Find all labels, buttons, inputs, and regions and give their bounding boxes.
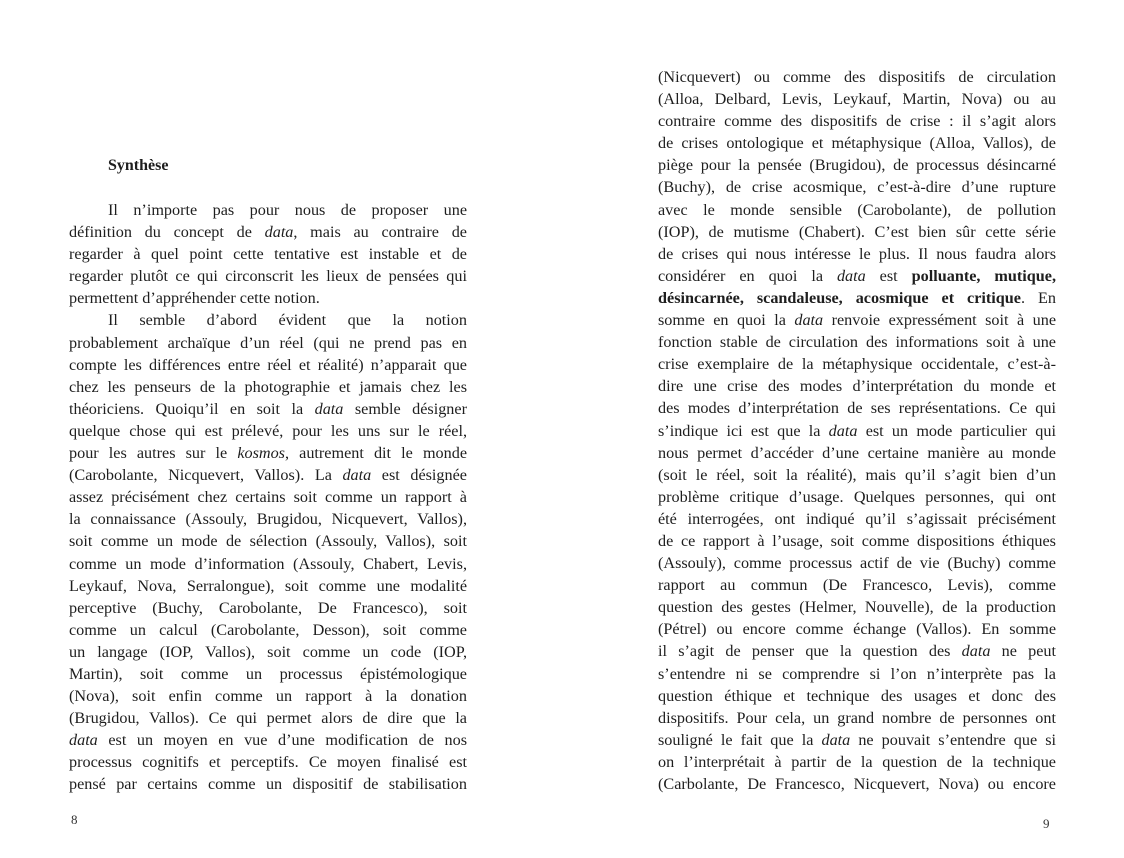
italic-term: data bbox=[794, 311, 824, 330]
text-line bbox=[69, 376, 467, 398]
text-run: renvoie expressément soit à une bbox=[823, 311, 1056, 330]
text-run: s’entendre ni se comprendre si l’on n’interprète pas la bbox=[658, 664, 1056, 683]
text-line bbox=[658, 243, 1056, 265]
text-run: processus cognitifs et perceptifs. Ce moyen finalisé est bbox=[69, 753, 467, 772]
text-line bbox=[69, 729, 467, 751]
text-line bbox=[658, 530, 1056, 552]
italic-term: data bbox=[828, 421, 858, 440]
text-run: rapport au commun (De Francesco, Levis), comme bbox=[658, 576, 1056, 595]
text-run: (Assouly), comme processus actif de vie (Buchy) comme bbox=[658, 554, 1056, 573]
text-line bbox=[69, 553, 467, 575]
text-run: on l’interprétait à partir de la question de la technique bbox=[658, 752, 1056, 771]
text-line bbox=[69, 332, 467, 354]
italic-term: data bbox=[836, 266, 866, 285]
text-line bbox=[658, 309, 1056, 331]
text-run: est bbox=[865, 266, 912, 285]
italic-term: data bbox=[961, 642, 991, 661]
text-run: , autrement dit le monde bbox=[284, 444, 467, 463]
text-run: pour les autres sur le bbox=[69, 444, 238, 463]
text-run: (Nova), soit enfin comme un rapport à la donation bbox=[69, 687, 467, 706]
text-run: est un moyen en vue d’une modification de nos bbox=[97, 731, 467, 750]
text-line bbox=[658, 420, 1056, 442]
page-number-left: 8 bbox=[71, 812, 78, 827]
text-run: probablement archaïque d’un réel (qui ne prend pas en bbox=[69, 333, 467, 352]
page-number-right: 9 bbox=[1043, 816, 1050, 831]
text-run: est un mode particulier qui bbox=[857, 421, 1056, 440]
text-run: est désignée bbox=[371, 466, 467, 485]
left-body-text bbox=[69, 199, 467, 796]
text-run: (Nicquevert) ou comme des dispositifs de circulation bbox=[658, 68, 1056, 86]
text-run: considérer en quoi la bbox=[658, 266, 837, 285]
italic-term: data bbox=[314, 399, 344, 418]
text-run: souligné le fait que la bbox=[658, 730, 822, 749]
text-line bbox=[658, 199, 1056, 221]
text-run: soit comme un mode de sélection (Assouly, Vallos), soit bbox=[69, 532, 467, 551]
bold-emphasis: désincarnée, scandaleuse, acosmique et critique bbox=[658, 288, 1021, 307]
text-line bbox=[69, 420, 467, 442]
text-run: avec le monde sensible (Carobolante), de pollution bbox=[658, 200, 1056, 219]
text-run: dispositifs. Pour cela, un grand nombre de personnes ont bbox=[658, 708, 1056, 727]
text-run: quelque chose qui est prélevé, pour les uns sur le réel, bbox=[69, 421, 467, 440]
text-line bbox=[658, 618, 1056, 640]
text-line bbox=[69, 575, 467, 597]
text-line bbox=[658, 685, 1056, 707]
text-run: de ce rapport à l’usage, soit comme dispositions éthiques bbox=[658, 531, 1056, 550]
text-line bbox=[658, 640, 1056, 662]
text-run: question des gestes (Helmer, Nouvelle), de la production bbox=[658, 598, 1056, 617]
text-run: compte les différences entre réel et réalité) n’apparait que bbox=[69, 355, 467, 374]
text-run: Leykauf, Nova, Serralongue), soit comme une modalité bbox=[69, 576, 467, 595]
text-run: assez précisément chez certains soit comme un rapport à bbox=[69, 488, 467, 507]
text-run: question éthique et technique des usages et donc des bbox=[658, 686, 1056, 705]
text-line bbox=[69, 464, 467, 486]
text-run: permettent d’appréhender cette notion. bbox=[69, 289, 320, 308]
text-run: de crises ontologique et métaphysique (Alloa, Vallos), de bbox=[658, 134, 1056, 153]
text-run: . En bbox=[1021, 288, 1056, 307]
text-run: (Pétrel) ou encore comme échange (Vallos). En somme bbox=[658, 620, 1056, 639]
text-run: Il n’importe pas pour nous de proposer une bbox=[108, 201, 467, 219]
text-line bbox=[658, 707, 1056, 729]
text-run: Martin), soit comme un processus épistémologique bbox=[69, 664, 467, 683]
text-line bbox=[658, 88, 1056, 110]
text-line bbox=[658, 221, 1056, 243]
bold-emphasis: polluante, mutique, bbox=[911, 266, 1056, 285]
right-page bbox=[562, 0, 1124, 858]
text-run: (Brugidou, Vallos). Ce qui permet alors de dire que la bbox=[69, 709, 467, 728]
text-line bbox=[658, 663, 1056, 685]
text-line bbox=[69, 199, 467, 221]
text-run: comme un calcul (Carobolante, Desson), soit comme bbox=[69, 620, 467, 639]
text-line bbox=[69, 663, 467, 685]
text-run: s’indique ici est que la bbox=[658, 421, 829, 440]
text-line bbox=[69, 221, 467, 243]
text-run: pensé par certains comme un dispositif de stabilisation bbox=[69, 775, 467, 794]
text-line bbox=[69, 641, 467, 663]
text-run: chez les penseurs de la photographie et jamais chez les bbox=[69, 377, 467, 396]
text-line bbox=[69, 398, 467, 420]
text-line bbox=[69, 287, 467, 309]
text-line bbox=[69, 751, 467, 773]
text-line bbox=[69, 309, 467, 331]
text-run: crise exemplaire de la métaphysique occidentale, c’est-à- bbox=[658, 355, 1056, 374]
text-run: somme en quoi la bbox=[658, 311, 795, 330]
text-run: (Buchy), de crise acosmique, c’est-à-dire d’une rupture bbox=[658, 178, 1056, 197]
text-run: (Carbolante, De Francesco, Nicquevert, Nova) ou encore bbox=[658, 775, 1056, 793]
text-run: (Carobolante, Nicquevert, Vallos). La bbox=[69, 466, 343, 485]
text-line bbox=[69, 530, 467, 552]
text-line bbox=[658, 442, 1056, 464]
text-run: la connaissance (Assouly, Brugidou, Nicquevert, Vallos), bbox=[69, 510, 467, 529]
text-line bbox=[658, 132, 1056, 154]
text-line bbox=[658, 375, 1056, 397]
text-line bbox=[658, 397, 1056, 419]
italic-term: data bbox=[264, 223, 294, 242]
text-run: des modes d’interprétation de ses représentations. Ce qui bbox=[658, 399, 1056, 418]
text-line bbox=[69, 619, 467, 641]
text-line bbox=[69, 442, 467, 464]
text-run: regarder à quel point cette tentative est instable et de bbox=[69, 245, 467, 264]
italic-term: data bbox=[342, 466, 372, 485]
text-run: un langage (IOP, Vallos), soit comme un code (IOP, bbox=[69, 642, 467, 661]
left-text-column bbox=[69, 155, 467, 796]
text-line bbox=[658, 110, 1056, 132]
text-run: contraire comme des dispositifs de crise : il s’agit alors bbox=[658, 112, 1056, 131]
text-line bbox=[658, 176, 1056, 198]
text-run: ne peut bbox=[990, 642, 1056, 661]
text-run: , mais au contraire de bbox=[293, 223, 467, 242]
text-line bbox=[69, 354, 467, 376]
right-text-column bbox=[658, 66, 1056, 795]
text-run: comme un mode d’information (Assouly, Chabert, Levis, bbox=[69, 554, 467, 573]
text-line bbox=[658, 154, 1056, 176]
text-line bbox=[658, 353, 1056, 375]
text-line bbox=[658, 596, 1056, 618]
text-run: perceptive (Buchy, Carobolante, De Francesco), soit bbox=[69, 598, 467, 617]
italic-term: data bbox=[821, 730, 851, 749]
text-line bbox=[658, 464, 1056, 486]
text-run: fonction stable de circulation des informations soit à une bbox=[658, 333, 1056, 352]
text-run: regarder plutôt ce qui circonscrit les lieux de pensées qui bbox=[69, 267, 467, 286]
right-body-text bbox=[658, 66, 1056, 795]
text-run: théoriciens. Quoiqu’il en soit la bbox=[69, 399, 315, 418]
text-line bbox=[69, 508, 467, 530]
text-run: semble désigner bbox=[343, 399, 467, 418]
text-run: (soit le réel, soit la réalité), mais qu’il s’agit bien d’un bbox=[658, 465, 1056, 484]
text-line bbox=[658, 552, 1056, 574]
text-run: il s’agit de penser que la question des bbox=[658, 642, 962, 661]
text-line bbox=[658, 66, 1056, 88]
text-line bbox=[658, 265, 1056, 287]
italic-term: data bbox=[69, 731, 98, 750]
text-line bbox=[658, 486, 1056, 508]
section-heading: Synthèse bbox=[108, 157, 169, 174]
text-line bbox=[69, 685, 467, 707]
text-run: piège pour la pensée (Brugidou), de processus désincarné bbox=[658, 156, 1056, 175]
text-line bbox=[658, 331, 1056, 353]
text-line bbox=[658, 574, 1056, 596]
italic-term: kosmos bbox=[237, 444, 285, 463]
text-line bbox=[69, 773, 467, 795]
text-run: Il semble d’abord évident que la notion bbox=[108, 311, 467, 330]
text-line bbox=[658, 773, 1056, 795]
text-line bbox=[69, 265, 467, 287]
text-run: problème critique d’usage. Quelques personnes, qui ont bbox=[658, 487, 1056, 506]
text-line bbox=[69, 486, 467, 508]
text-run: nous permet d’accéder d’une certaine manière au monde bbox=[658, 443, 1056, 462]
text-line bbox=[658, 751, 1056, 773]
text-run: dire une crise des modes d’interprétation du monde et bbox=[658, 377, 1056, 396]
text-run: ne pouvait s’entendre que si bbox=[850, 730, 1056, 749]
text-line bbox=[658, 729, 1056, 751]
text-run: (IOP), de mutisme (Chabert). C’est bien sûr cette série bbox=[658, 222, 1056, 241]
text-line bbox=[69, 243, 467, 265]
text-run: été interrogées, ont indiqué qu’il s’agissait précisément bbox=[658, 509, 1056, 528]
text-line bbox=[69, 597, 467, 619]
text-run: définition du concept de bbox=[69, 223, 265, 242]
text-line bbox=[658, 287, 1056, 309]
text-line bbox=[69, 707, 467, 729]
text-run: (Alloa, Delbard, Levis, Leykauf, Martin, Nova) ou au bbox=[658, 90, 1056, 109]
text-line bbox=[658, 508, 1056, 530]
text-run: de crises qui nous intéresse le plus. Il nous faudra alors bbox=[658, 244, 1056, 263]
